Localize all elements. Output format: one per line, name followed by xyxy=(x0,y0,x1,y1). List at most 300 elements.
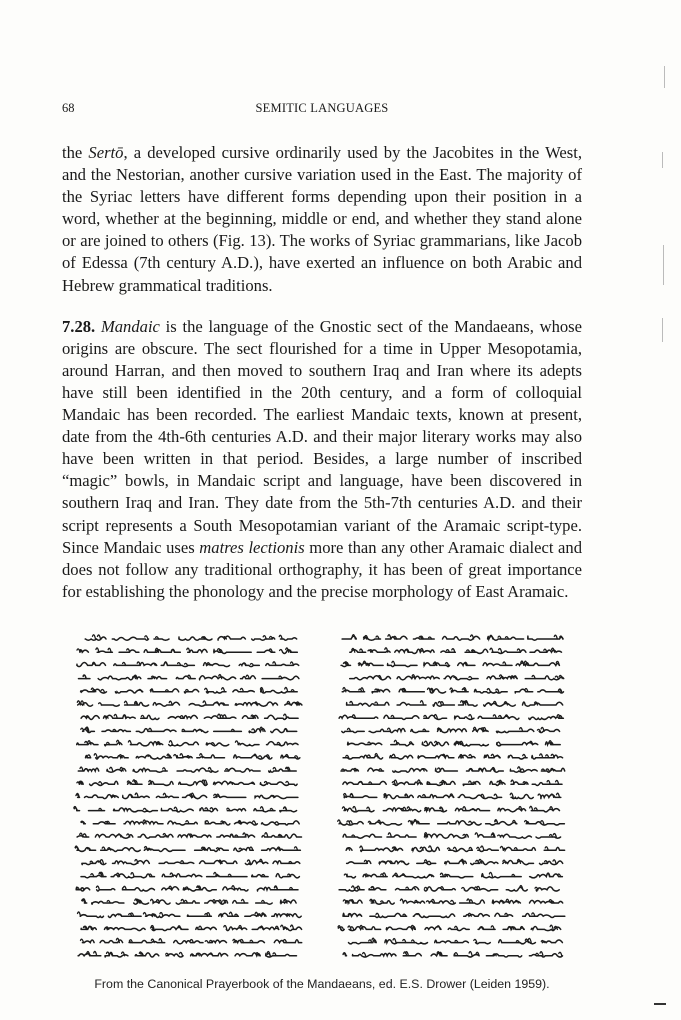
script-word xyxy=(395,649,434,654)
script-word xyxy=(154,637,169,641)
script-word xyxy=(478,715,519,720)
script-word xyxy=(343,754,383,760)
script-word xyxy=(344,874,355,878)
script-word xyxy=(427,780,455,785)
script-word xyxy=(525,820,565,825)
script-word xyxy=(143,912,180,917)
script-word xyxy=(200,808,218,812)
script-word xyxy=(346,848,352,851)
script-word xyxy=(393,873,434,878)
script-word xyxy=(112,636,148,641)
script-word xyxy=(114,808,158,812)
script-word xyxy=(177,768,218,773)
script-word xyxy=(281,899,297,903)
script-word xyxy=(266,952,297,957)
script-word xyxy=(266,662,299,666)
script-word xyxy=(189,701,228,706)
script-word xyxy=(101,847,141,851)
script-word xyxy=(191,953,228,956)
script-word xyxy=(515,688,533,693)
script-word xyxy=(104,714,136,718)
script-word xyxy=(529,715,564,720)
script-word xyxy=(281,755,300,760)
script-word xyxy=(144,846,185,851)
script-word xyxy=(428,688,446,693)
script-word xyxy=(530,806,560,811)
script-word xyxy=(460,899,485,904)
script-word xyxy=(424,662,450,667)
script-word xyxy=(81,872,106,877)
script-word xyxy=(369,728,405,733)
figure-caption: From the Canonical Prayerbook of the Mandaeans, ed. E.S. Drower (Leiden 1959). xyxy=(94,977,550,991)
script-word xyxy=(279,635,297,640)
script-word xyxy=(169,741,199,746)
script-word xyxy=(262,821,300,825)
script-word xyxy=(148,676,167,678)
script-word xyxy=(174,754,192,758)
script-word xyxy=(74,806,80,810)
script-word xyxy=(256,900,273,904)
script-word xyxy=(85,635,106,640)
script-word xyxy=(386,925,415,929)
script-word xyxy=(342,806,374,811)
script-word xyxy=(123,886,155,891)
script-word xyxy=(431,952,447,956)
script-word xyxy=(425,833,469,839)
script-word xyxy=(124,820,163,824)
script-word xyxy=(454,741,488,746)
script-word xyxy=(465,649,488,653)
script-word xyxy=(82,860,106,865)
script-word xyxy=(486,820,517,825)
script-word xyxy=(151,926,189,931)
script-word xyxy=(252,926,279,929)
script-word xyxy=(492,899,520,903)
script-word xyxy=(535,887,559,891)
script-word xyxy=(129,939,165,943)
script-word xyxy=(384,794,413,799)
script-word xyxy=(92,901,124,905)
script-word xyxy=(349,938,377,944)
script-word xyxy=(176,675,195,678)
script-word xyxy=(178,834,211,837)
script-word xyxy=(368,820,401,825)
script-word xyxy=(269,767,297,772)
script-word xyxy=(396,887,419,890)
script-word xyxy=(370,899,394,904)
term-mandaic: Mandaic xyxy=(100,316,160,336)
script-word xyxy=(372,689,390,693)
script-word xyxy=(81,926,96,929)
script-word xyxy=(436,768,458,772)
script-word xyxy=(399,688,424,691)
script-word xyxy=(464,913,490,916)
script-word xyxy=(342,635,356,639)
script-word xyxy=(82,899,87,903)
script-word xyxy=(184,689,198,693)
script-word xyxy=(245,859,267,864)
script-word xyxy=(463,781,480,785)
script-word xyxy=(347,701,389,706)
script-word xyxy=(483,662,512,665)
script-word xyxy=(350,648,366,652)
script-word xyxy=(387,833,416,837)
script-word xyxy=(85,795,119,799)
script-word xyxy=(360,846,403,851)
script-word xyxy=(260,687,297,693)
script-word xyxy=(223,886,248,891)
script-word xyxy=(435,940,469,942)
script-word xyxy=(100,938,123,942)
script-word xyxy=(105,927,146,931)
script-word xyxy=(448,926,469,930)
script-word xyxy=(161,662,194,667)
script-word xyxy=(138,834,173,839)
script-word xyxy=(217,833,255,837)
script-word xyxy=(498,806,526,811)
script-word xyxy=(408,820,429,824)
script-word xyxy=(478,926,495,930)
script-word xyxy=(179,780,208,785)
script-word xyxy=(458,794,501,798)
script-word xyxy=(252,636,275,641)
script-word xyxy=(144,648,180,652)
script-word xyxy=(531,925,561,930)
script-word xyxy=(285,701,302,705)
script-word xyxy=(98,675,141,680)
script-word xyxy=(448,847,473,851)
script-word xyxy=(497,741,538,746)
script-word xyxy=(205,821,230,825)
script-word xyxy=(267,742,299,746)
script-word xyxy=(503,927,524,930)
script-word xyxy=(136,754,171,759)
script-word xyxy=(114,662,157,665)
script-word xyxy=(530,900,563,903)
script-word xyxy=(445,859,467,863)
script-word xyxy=(150,689,179,692)
script-word xyxy=(488,635,524,640)
script-word xyxy=(532,780,562,785)
script-word xyxy=(506,886,527,891)
script-word xyxy=(249,727,265,732)
script-word xyxy=(81,688,107,693)
script-word xyxy=(93,821,115,824)
script-word xyxy=(384,715,419,719)
script-word xyxy=(183,886,216,891)
script-word xyxy=(474,689,507,694)
script-word xyxy=(495,913,513,916)
script-word xyxy=(455,807,489,811)
script-word xyxy=(205,688,226,693)
script-word xyxy=(391,740,414,746)
script-word xyxy=(107,767,126,772)
script-word xyxy=(538,793,561,798)
script-word xyxy=(482,872,522,877)
script-word xyxy=(182,729,208,732)
script-word xyxy=(272,914,301,918)
script-word xyxy=(262,847,301,850)
script-word xyxy=(467,768,504,773)
script-word xyxy=(370,913,407,917)
script-word xyxy=(257,649,275,652)
script-word xyxy=(474,939,491,943)
script-word xyxy=(125,701,149,706)
script-word xyxy=(214,794,246,797)
mandaic-script-column-left xyxy=(72,627,312,977)
script-word xyxy=(108,913,141,917)
script-word xyxy=(135,952,159,957)
script-word xyxy=(77,833,89,837)
script-word xyxy=(214,729,242,731)
script-word xyxy=(89,808,105,810)
script-word xyxy=(273,861,300,864)
script-word xyxy=(233,939,265,942)
script-word xyxy=(78,767,98,771)
script-word xyxy=(383,807,420,812)
script-word xyxy=(241,675,256,678)
script-word xyxy=(214,649,251,654)
script-word xyxy=(81,727,95,733)
script-word xyxy=(79,675,90,679)
script-word xyxy=(123,793,150,799)
script-word xyxy=(115,689,142,693)
script-word xyxy=(425,926,441,930)
paragraph-text: more than any other Aramaic dialect and does not follow any traditional orthography, it has been of great importance for establishing the phonology and the precise morphology of East Aramaic. xyxy=(62,537,582,601)
script-word xyxy=(503,859,534,864)
script-word xyxy=(348,925,381,930)
script-word xyxy=(438,821,481,825)
script-word xyxy=(239,663,259,667)
script-word xyxy=(133,768,167,773)
script-word xyxy=(528,635,563,640)
script-word xyxy=(411,729,429,732)
script-word xyxy=(76,793,80,797)
script-word xyxy=(156,793,178,797)
script-word xyxy=(127,780,142,784)
script-word xyxy=(392,780,422,786)
script-word xyxy=(343,953,347,956)
script-word xyxy=(281,925,302,931)
term-matres-lectionis: matres lectionis xyxy=(199,537,305,557)
script-word xyxy=(276,874,299,878)
mandaic-script-figure xyxy=(72,627,575,977)
script-word xyxy=(176,899,199,904)
script-word xyxy=(418,794,454,797)
script-word xyxy=(255,795,298,798)
script-word xyxy=(385,939,428,944)
script-word xyxy=(242,715,258,718)
script-word xyxy=(168,715,197,718)
script-word xyxy=(99,703,120,706)
script-word xyxy=(413,914,454,918)
script-word xyxy=(274,940,301,943)
script-word xyxy=(424,715,447,720)
corner-rule xyxy=(654,1003,666,1005)
script-word xyxy=(81,716,99,720)
script-word xyxy=(368,648,390,652)
script-word xyxy=(162,886,179,890)
script-word xyxy=(151,899,171,904)
script-word xyxy=(94,754,128,759)
script-word xyxy=(393,768,427,772)
script-word xyxy=(350,676,391,680)
script-word xyxy=(388,661,418,666)
script-word xyxy=(490,648,526,653)
script-word xyxy=(530,648,562,652)
script-word xyxy=(179,637,212,641)
paragraph-text: is the language of the Gnostic sect of the Mandaeans, whose origins are obscure. The sect flourished for a time in Upper Mesopotamia, around Harran, and then moved to southern Iraq and Iran where its adepts have still been identified in the 20th century, and a form of colloquial Mandaic has been recorded. The earliest Mandaic texts, known at present, date from the 4th-6th centuries A.D. and their major literary works may also have been written in that period. Besides, a large number of inscribed “magic” bowls, in Mandaic script and language, have been discovered in southern Iraq and Iran. They date from the 5th-7th centuries A.D. and their script represents a South Mesopotamian variant of the Aramaic script-type. Since Mandaic uses xyxy=(62,316,582,557)
section-number: 7.28. xyxy=(62,316,96,336)
script-word xyxy=(433,702,454,707)
running-head xyxy=(62,101,582,119)
script-word xyxy=(96,648,113,652)
body-text xyxy=(62,142,582,603)
script-word xyxy=(136,728,176,732)
script-word xyxy=(77,741,98,745)
script-word xyxy=(364,636,381,641)
script-word xyxy=(233,688,254,691)
script-word xyxy=(225,768,260,772)
script-word xyxy=(424,887,455,891)
script-word xyxy=(342,728,364,732)
script-word xyxy=(205,940,226,942)
script-word xyxy=(204,663,230,667)
script-word xyxy=(343,900,362,903)
script-word xyxy=(134,899,149,904)
script-word xyxy=(537,727,559,732)
script-word xyxy=(77,649,88,652)
script-word xyxy=(353,953,397,957)
script-word xyxy=(368,768,384,771)
script-word xyxy=(265,714,299,719)
script-word xyxy=(500,846,535,850)
script-word xyxy=(195,847,229,851)
script-word xyxy=(96,886,114,891)
paragraph-text: the xyxy=(62,143,89,162)
script-word xyxy=(254,807,275,812)
script-word xyxy=(413,636,434,639)
script-word xyxy=(475,833,495,837)
script-word xyxy=(462,886,498,891)
running-title: SEMITIC LANGUAGES xyxy=(255,101,389,115)
script-word xyxy=(235,953,260,956)
script-word xyxy=(161,807,193,812)
script-word xyxy=(403,952,421,956)
script-word xyxy=(235,702,277,706)
script-word xyxy=(341,662,350,667)
script-word xyxy=(343,781,386,784)
script-word xyxy=(498,834,532,838)
script-word xyxy=(450,688,468,692)
script-word xyxy=(81,939,95,942)
term-serto: Sertō xyxy=(88,143,124,162)
script-word xyxy=(459,755,475,758)
script-word xyxy=(206,743,228,746)
script-word xyxy=(214,781,255,784)
script-word xyxy=(119,649,139,652)
script-word xyxy=(422,741,448,746)
script-word xyxy=(197,754,225,758)
script-word xyxy=(412,846,439,852)
script-word xyxy=(341,768,358,771)
margin-mark xyxy=(662,318,663,342)
script-word xyxy=(516,661,559,665)
script-word xyxy=(484,754,500,757)
script-word xyxy=(207,872,247,876)
script-word xyxy=(418,754,454,758)
script-word xyxy=(105,952,128,957)
script-word xyxy=(440,873,472,878)
script-word xyxy=(390,754,413,759)
mandaic-script-column-right xyxy=(335,627,575,977)
script-word xyxy=(162,873,202,877)
script-word xyxy=(511,780,528,784)
script-word xyxy=(487,675,517,679)
page-number: 68 xyxy=(62,101,75,115)
script-word xyxy=(339,886,364,891)
script-word xyxy=(90,781,118,785)
script-word xyxy=(187,913,211,917)
script-word xyxy=(338,926,344,931)
script-word xyxy=(397,701,426,705)
script-word xyxy=(227,808,246,810)
script-word xyxy=(484,701,516,706)
script-word xyxy=(262,676,299,680)
margin-mark xyxy=(664,66,665,88)
script-word xyxy=(444,676,478,680)
script-word xyxy=(76,887,90,891)
script-word xyxy=(235,741,259,746)
script-word xyxy=(149,780,173,785)
script-word xyxy=(95,834,132,838)
script-word xyxy=(77,662,106,666)
script-word xyxy=(541,768,564,772)
script-word xyxy=(459,701,478,707)
script-word xyxy=(105,740,122,746)
script-word xyxy=(510,793,533,798)
script-word xyxy=(438,728,467,733)
paragraph-text: , a developed cursive ordinarily used by the Jacobites in the West, and the Nestorian, another cursive variation used in the East. The majority of the Syriac letters have different forms depending upon their position in a word, whether at the beginning, middle or end, and whether they stand alone or are joined to others (Fig. 13). The works of Syriac grammarians, like Jacob of Edessa (7th century A.D.), have exerted an influence on both Arabic and Hebrew grammatical traditions. xyxy=(62,143,583,295)
script-word xyxy=(497,728,534,733)
script-word xyxy=(168,821,198,825)
script-word xyxy=(141,715,159,719)
script-word xyxy=(473,727,488,731)
script-word xyxy=(427,899,456,904)
script-word xyxy=(363,873,387,877)
script-word xyxy=(86,755,91,758)
script-word xyxy=(471,859,498,864)
paragraph-serto xyxy=(62,142,582,297)
script-word xyxy=(525,675,564,679)
paragraph-mandaic xyxy=(62,316,582,603)
script-word xyxy=(174,940,203,944)
script-word xyxy=(477,846,499,851)
script-word xyxy=(458,662,475,665)
script-word xyxy=(262,833,302,839)
script-word xyxy=(339,715,378,718)
script-word xyxy=(343,913,362,916)
script-word xyxy=(78,951,101,955)
script-word xyxy=(386,635,407,639)
script-word xyxy=(347,860,371,863)
script-word xyxy=(81,821,86,824)
script-word xyxy=(523,702,563,706)
script-word xyxy=(523,913,565,918)
script-word xyxy=(200,860,237,863)
script-word xyxy=(271,729,297,733)
script-word xyxy=(348,742,382,745)
